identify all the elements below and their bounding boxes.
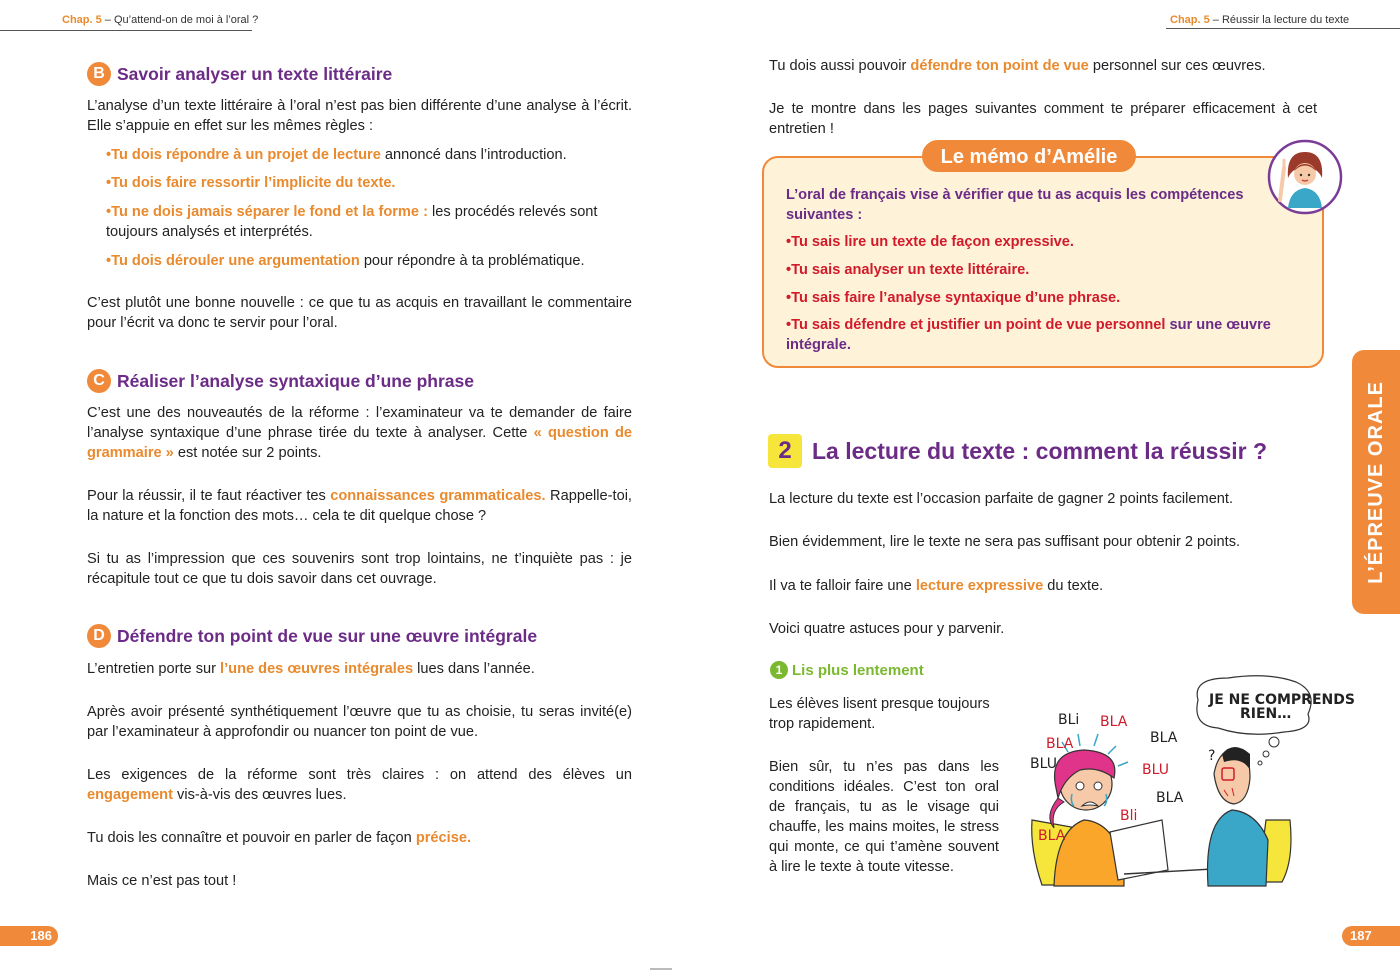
section-number-badge: 2 (768, 434, 802, 468)
memo-item (786, 315, 1306, 355)
paper-sheet (1110, 820, 1168, 880)
tip-1-heading (770, 661, 924, 679)
memo-item: • Tu sais lire un texte de façon expressive. (786, 232, 1306, 252)
bubble-text-line2: RIEN… (1240, 706, 1292, 722)
page-number-left: 186 (0, 926, 58, 946)
paragraph: Mais ce n’est pas tout ! (87, 873, 237, 889)
section-2-heading (768, 434, 1267, 468)
paragraph (769, 56, 1317, 76)
bullet-text: pour répondre à ta problématique. (359, 253, 585, 269)
paragraph: Bien sûr, tu n’es pas dans les conditions idéales. C’est ton oral de français, tu as le visage qui chauffe, les mains moites, le stress qui monte, ce qui t’amène souvent à lire le texte à toute vitesse. (769, 759, 999, 875)
paragraph: La lecture du texte est l’occasion parfaite de gagner 2 points facilement. (769, 491, 1234, 507)
running-header-right (1170, 14, 1349, 26)
tip-title: Lis plus lentement (792, 661, 924, 679)
section-letter-badge: C (87, 369, 111, 393)
bullet-highlight: • Tu ne dois jamais séparer le fond et la forme : (106, 204, 428, 220)
bullet-text: annoncé dans l’introduction. (380, 147, 567, 163)
text: est notée sur 2 points. (173, 445, 322, 461)
text: Tu dois les connaître et pouvoir en parler de façon (87, 830, 416, 846)
text: Pour la réussir, il te faut réactiver tes (87, 488, 331, 504)
section-d-heading (87, 624, 537, 648)
bla-word: Bli (1120, 808, 1138, 824)
text: Tu dois aussi pouvoir (769, 58, 911, 74)
text: vis-à-vis des œuvres lues. (172, 787, 347, 803)
bullet-item (106, 202, 632, 242)
paragraph (87, 659, 632, 679)
memo-item-text: sur une œuvre intégrale. (786, 317, 1271, 353)
bullet-highlight: • Tu dois faire ressortir l’implicite du texte. (106, 175, 396, 191)
paragraph: Voici quatre astuces pour y parvenir. (769, 621, 1005, 637)
paragraph: Bien évidemment, lire le texte ne sera pas suffisant pour obtenir 2 points. (769, 534, 1241, 550)
highlight: précise. (415, 830, 471, 846)
bla-word: BLA (1100, 714, 1128, 730)
bla-word: BLA (1038, 828, 1066, 844)
section-letter-badge: D (87, 624, 111, 648)
memo-item: • Tu sais faire l’analyse syntaxique d’une phrase. (786, 288, 1306, 308)
paragraph (87, 765, 632, 805)
tip-number-badge: 1 (770, 661, 788, 679)
paragraph (87, 486, 632, 526)
text: Les exigences de la réforme sont très claires : on attend des élèves un (87, 767, 632, 783)
side-tab-label: L’ÉPREUVE ORALE (1364, 380, 1387, 584)
highlight: « question de grammaire » (87, 425, 632, 461)
bla-word: BLi (1058, 712, 1080, 728)
gutter-mark (650, 968, 672, 970)
header-separator: – (101, 14, 114, 26)
header-rule (1166, 28, 1400, 29)
paragraph (769, 576, 1317, 596)
examiner-body (1208, 810, 1269, 886)
paragraph: Après avoir présenté synthétiquement l’œuvre que tu as choisie, tu seras invité(e) par l’examinateur à approfondir ou nuancer ton point de vue. (87, 704, 632, 740)
text: du texte. (1043, 578, 1104, 594)
page-number-right: 187 (1342, 926, 1400, 946)
chapter-label: Chap. 5 (1170, 14, 1210, 26)
highlight: engagement (87, 787, 173, 803)
bla-word: BLA (1046, 736, 1074, 752)
bullet-highlight: • Tu dois dérouler une argumentation (106, 253, 360, 269)
text: personnel sur ces œuvres. (1088, 58, 1266, 74)
bla-word: BLA (1150, 730, 1178, 746)
memo-title: Le mémo d’Amélie (922, 140, 1136, 172)
section-title: Défendre ton point de vue sur une œuvre intégrale (117, 625, 538, 646)
header-title: Réussir la lecture du texte (1221, 14, 1350, 26)
highlight: connaissances grammaticales. (330, 488, 546, 504)
section-letter-badge: B (87, 62, 111, 86)
highlight: l’une des œuvres intégrales (220, 661, 414, 677)
paragraph: Les élèves lisent presque toujours trop rapidement. (769, 696, 990, 732)
chapter-label: Chap. 5 (62, 14, 102, 26)
text: Rappelle-toi, la nature et la fonction des mots… cela te dit quelque chose ? (87, 488, 632, 524)
bubble-text-line1: JE NE COMPRENDS (1209, 692, 1355, 708)
memo-intro: L’oral de français vise à vérifier que tu as acquis les compétences suivantes : (786, 187, 1244, 223)
bla-word: BLU (1030, 756, 1057, 772)
section-title: La lecture du texte : comment la réussir ? (812, 437, 1268, 464)
text: Il va te falloir faire une (769, 578, 916, 594)
stressed-student-illustration (1028, 670, 1355, 892)
bullet-highlight: • Tu dois répondre à un projet de lecture (106, 147, 381, 163)
bla-word: BLU (1142, 762, 1169, 778)
section-title: Savoir analyser un texte littéraire (117, 63, 393, 84)
paragraph: Si tu as l’impression que ces souvenirs sont trop lointains, ne t’inquiète pas : je récapitule tout ce que tu dois savoir dans cet ouvrage. (87, 551, 632, 587)
memo-item: • Tu sais analyser un texte littéraire. (786, 260, 1306, 280)
highlight: défendre ton point de vue (910, 58, 1089, 74)
text: L’entretien porte sur (87, 661, 221, 677)
text: lues dans l’année. (413, 661, 535, 677)
running-header-left (62, 14, 258, 26)
paragraph: C’est plutôt une bonne nouvelle : ce que tu as acquis en travaillant le commentaire pour l’écrit va donc te servir pour l’oral. (87, 295, 632, 331)
bullet-item (106, 173, 632, 193)
paragraph: Je te montre dans les pages suivantes comment te préparer efficacement à cet entretien ! (769, 101, 1317, 137)
bullet-text: les procédés relevés sont toujours analysés et interprétés. (106, 204, 598, 240)
section-c-heading (87, 369, 474, 393)
header-title: Qu’attend-on de moi à l’oral ? (113, 14, 259, 26)
question-mark: ? (1208, 748, 1216, 764)
paragraph: L’analyse d’un texte littéraire à l’oral n’est pas bien différente d’une analyse à l’écrit. Elle s’appuie en effet sur les mêmes règles : (87, 98, 632, 134)
header-rule (0, 30, 252, 31)
memo-item-highlight: • Tu sais défendre et justifier un point de vue personnel (786, 317, 1165, 333)
bullet-item (106, 251, 632, 271)
header-separator: – (1209, 14, 1222, 26)
section-title: Réaliser l’analyse syntaxique d’une phrase (117, 370, 474, 391)
text: C’est une des nouveautés de la réforme : l’examinateur va te demander de faire l’analyse syntaxique d’une phrase tirée du texte à analyser. Cette (87, 405, 632, 441)
paragraph (87, 403, 632, 463)
bullet-item (106, 145, 632, 165)
highlight: lecture expressive (915, 578, 1044, 594)
amelie-avatar-icon (1266, 138, 1344, 216)
section-b-heading (87, 62, 392, 86)
side-tab-label-container (1352, 350, 1400, 614)
paragraph (87, 828, 632, 848)
bla-word: BLA (1156, 790, 1184, 806)
